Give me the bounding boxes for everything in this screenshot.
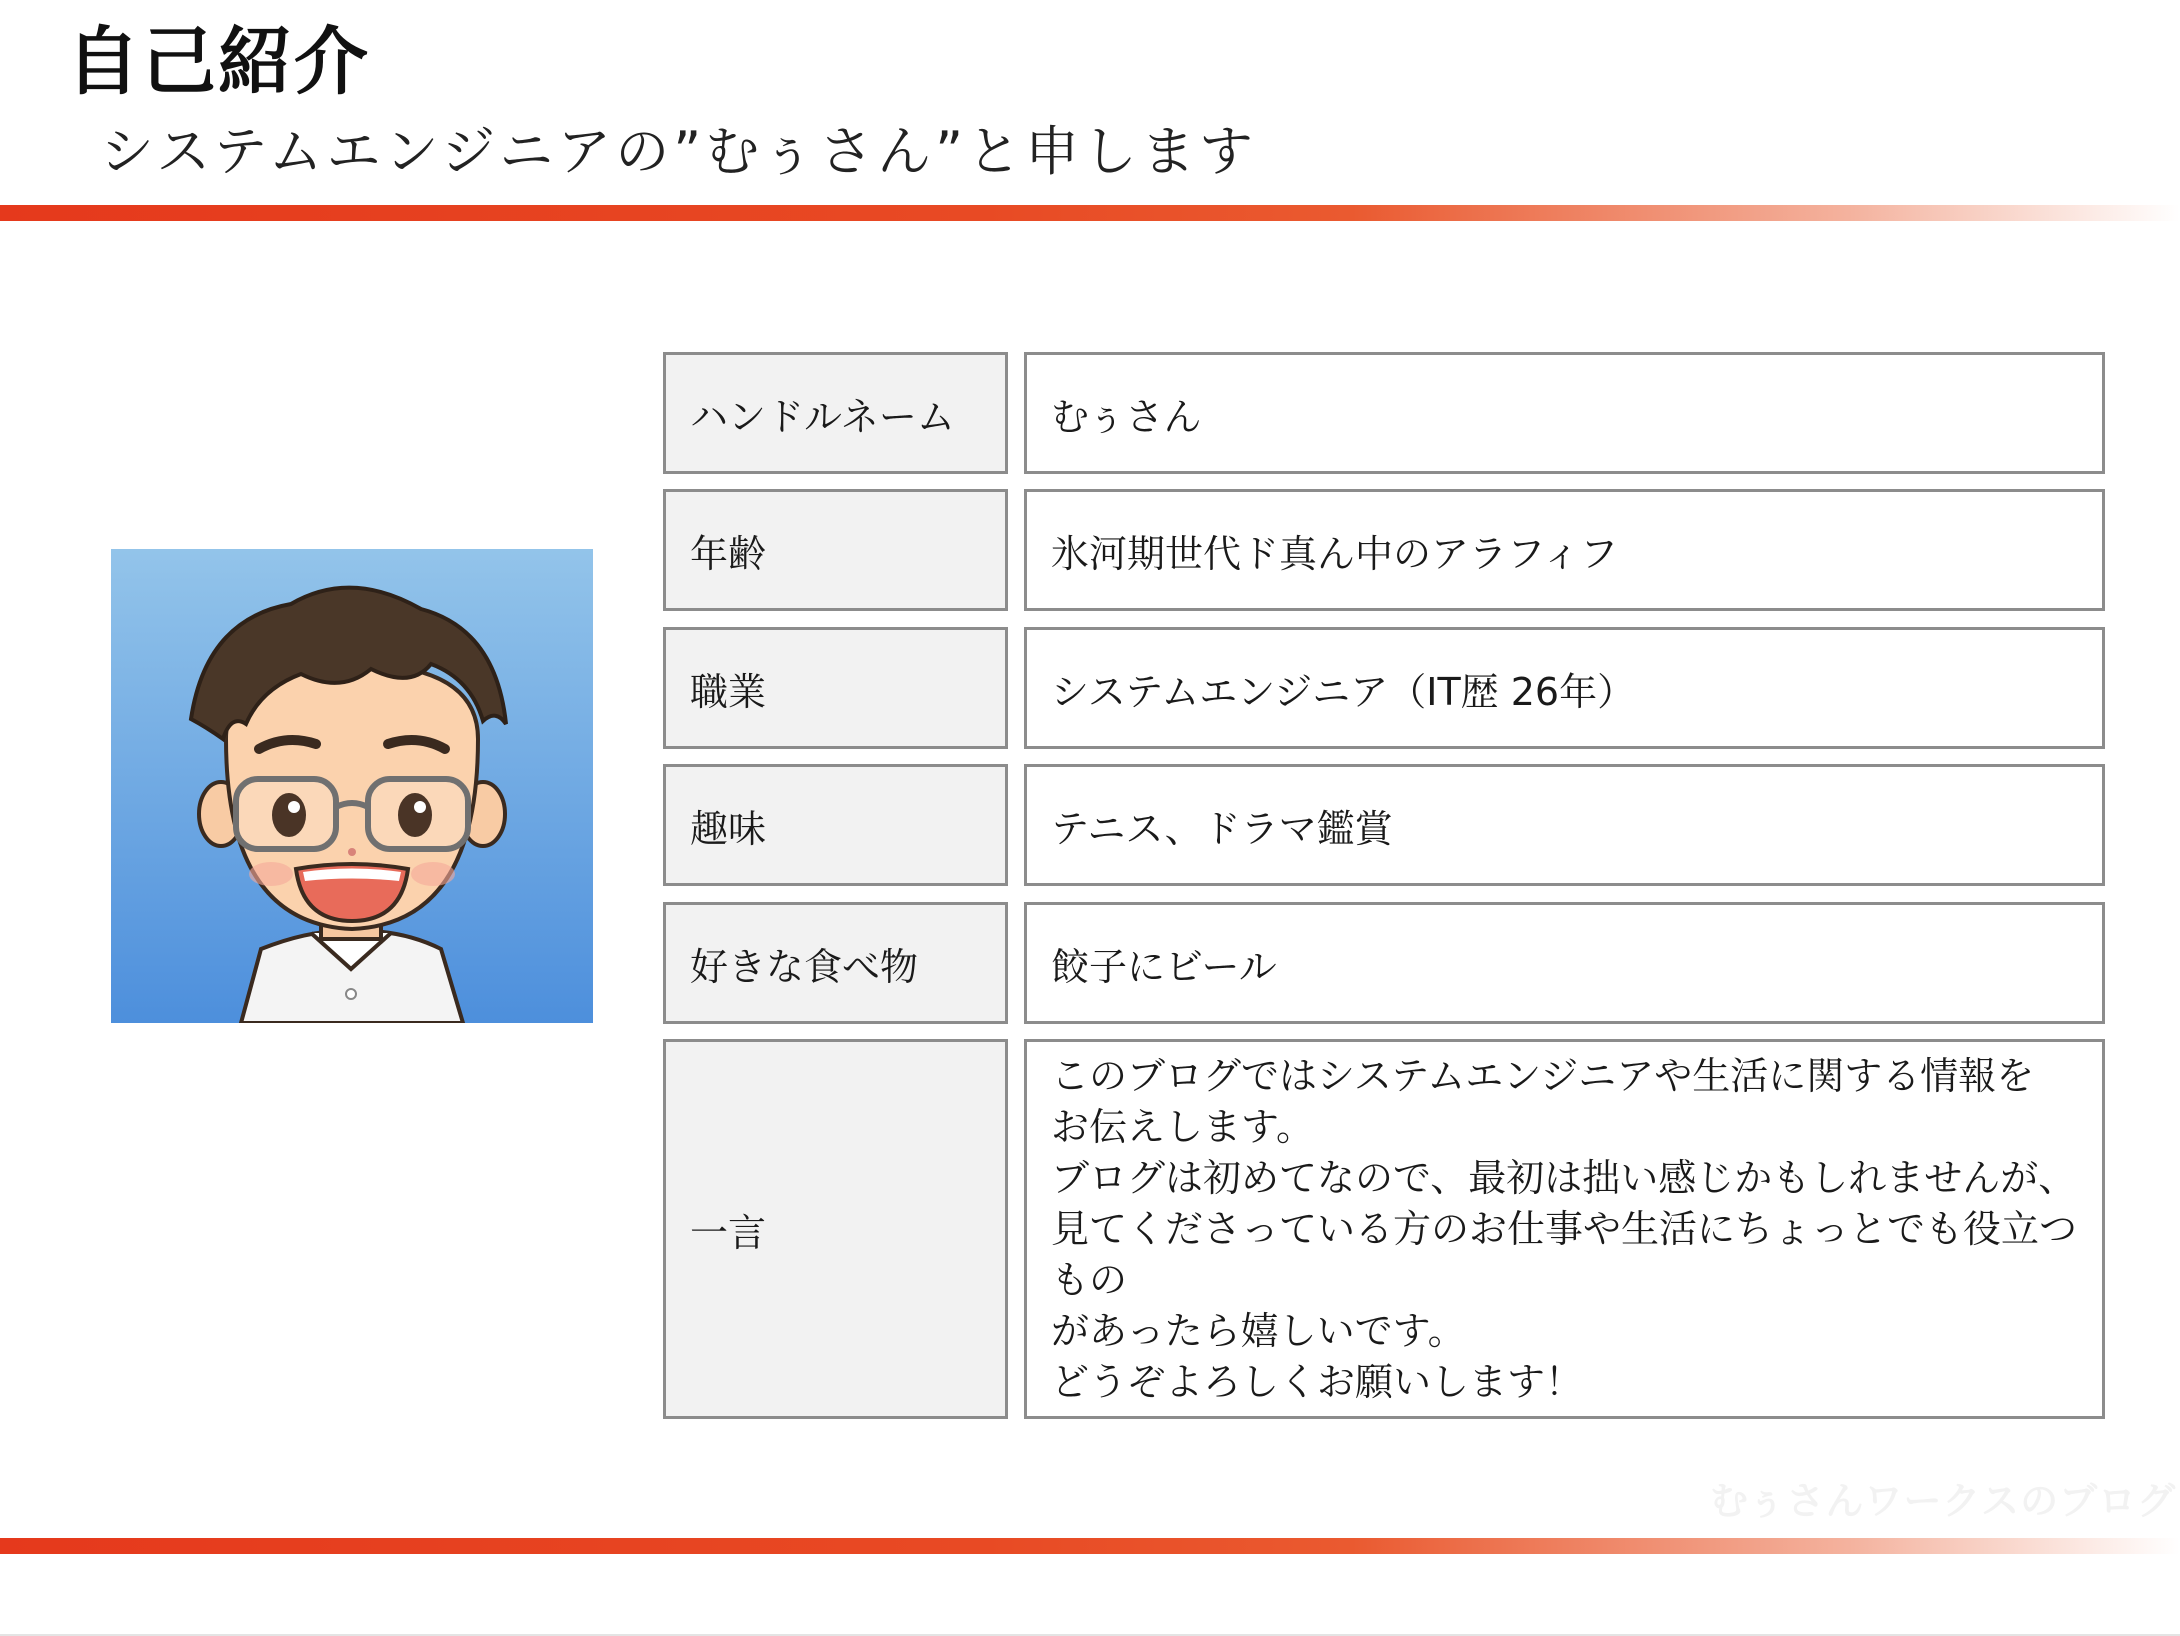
row-label: 一言 [663, 1039, 1008, 1419]
row-label: ハンドルネーム [663, 352, 1008, 474]
profile-row-favorite-food [663, 902, 2105, 1024]
row-value: むぅさん [1024, 352, 2105, 474]
page-subtitle: システムエンジニアの”むぅさん”と申します [100, 120, 1258, 183]
row-value: 餃子にビール [1024, 902, 2105, 1024]
top-accent-bar [0, 205, 2180, 221]
row-label: 年齢 [663, 489, 1008, 611]
profile-row-hobby [663, 764, 2105, 886]
row-value: このブログではシステムエンジニアや生活に関する情報を お伝えします。 ブログは初めてなので、最初は拙い感じかもしれませんが、 見てくださっている方のお仕事や生活にちょっとでも役立つもの があったら嬉しいです。 どうぞよろしくお願いします！ [1024, 1039, 2105, 1419]
row-value: 氷河期世代ド真ん中のアラフィフ [1024, 489, 2105, 611]
profile-row-occupation [663, 627, 2105, 749]
watermark: むぅさんワークスのブログ [1710, 1479, 2177, 1523]
profile-avatar [111, 549, 593, 1023]
page-title: 自己紹介 [66, 19, 370, 105]
bottom-accent-bar [0, 1538, 2180, 1554]
profile-row-handle-name [663, 352, 2105, 474]
row-label: 趣味 [663, 764, 1008, 886]
row-label: 好きな食べ物 [663, 902, 1008, 1024]
profile-row-age [663, 489, 2105, 611]
row-label: 職業 [663, 627, 1008, 749]
row-value: システムエンジニア（IT歴 26年） [1024, 627, 2105, 749]
profile-row-message [663, 1039, 2105, 1419]
row-value: テニス、ドラマ鑑賞 [1024, 764, 2105, 886]
